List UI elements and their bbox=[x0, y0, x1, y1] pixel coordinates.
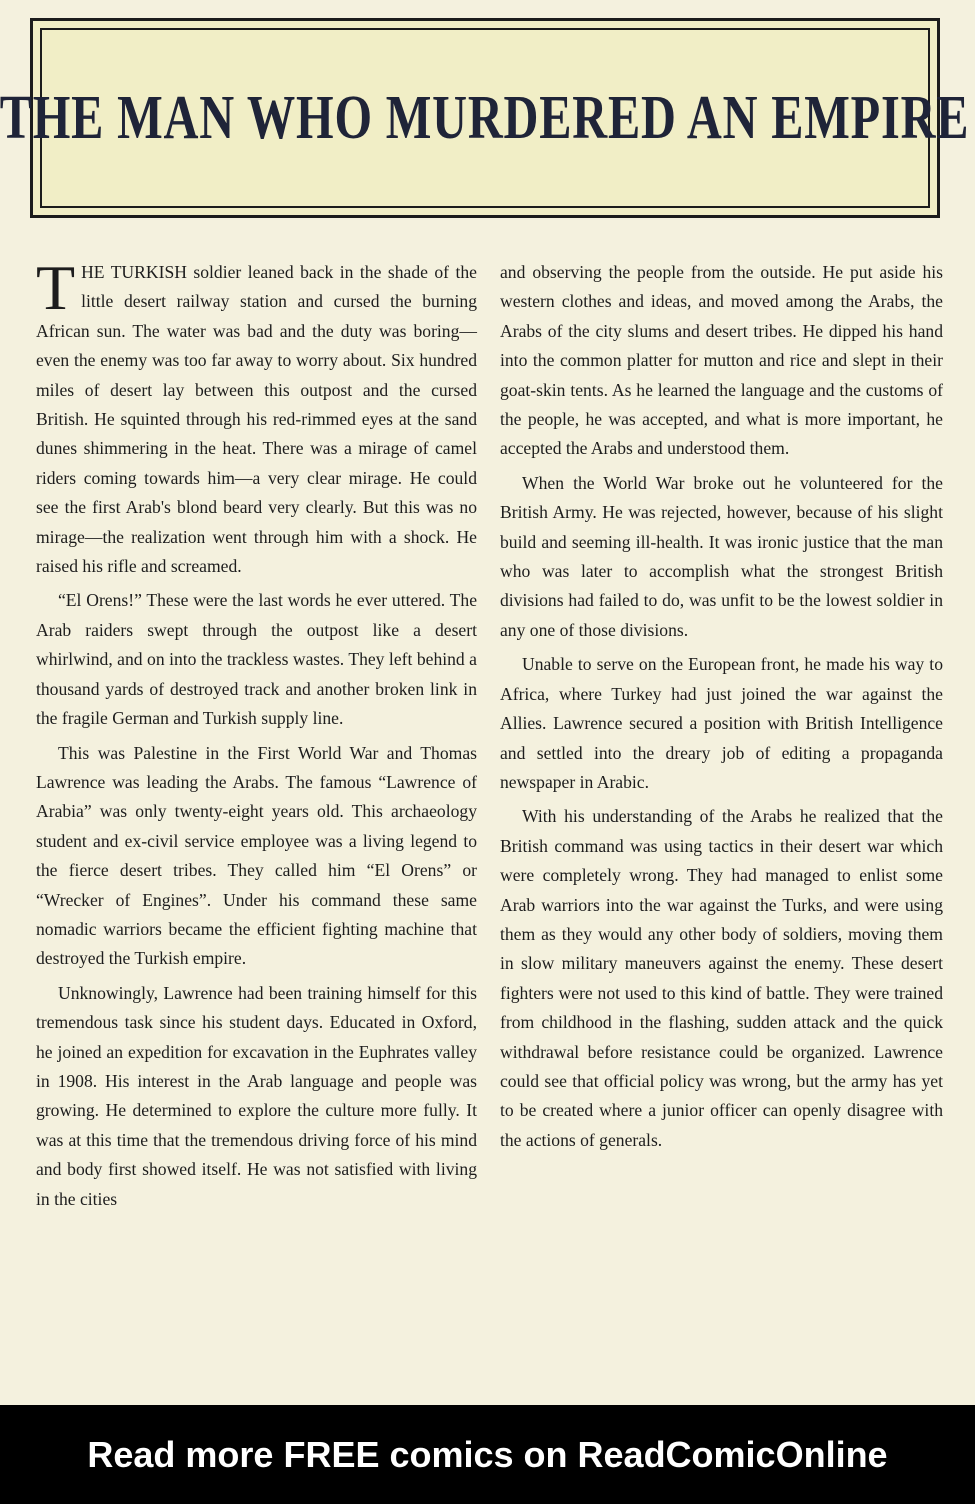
drop-cap: T bbox=[36, 252, 76, 323]
right-column bbox=[500, 258, 943, 1160]
paragraph-2: “El Orens!” These were the last words he ever uttered. The Arab raiders swept through the outpost like a desert whirlwind, and on into the trackless wastes. They left behind a thousand yards of destroyed track and another broken link in the fragile German and Turkish supply line. bbox=[36, 590, 477, 729]
paragraph-1 bbox=[36, 252, 477, 581]
title-inner-border bbox=[0, 28, 970, 208]
paragraph-5: and observing the people from the outside. He put aside his western clothes and ideas, and moved among the Arabs, the Arabs of the city slums and desert tribes. He dipped his hand into the common platter for mutton and rice and slept in their goat-skin tents. As he learned the language and the customs of the people, he was accepted, and what is more important, he accepted the Arabs and understood them. bbox=[500, 262, 943, 459]
promo-banner-text[interactable]: Read more FREE comics on ReadComicOnline bbox=[87, 1433, 888, 1475]
paragraph-6: When the World War broke out he volunteered for the British Army. He was rejected, however, because of his slight build and seeming ill-health. It was ironic justice that the man who was later to accomplish what the strongest British divisions had failed to do, was unfit to be the lowest soldier in any one of those divisions. bbox=[500, 472, 943, 640]
paragraph-7: Unable to serve on the European front, he made his way to Africa, where Turkey had just joined the war against the Allies. Lawrence secured a position with British Intelligence and settled into the dreary job of editing a propaganda newspaper in Arabic. bbox=[500, 654, 943, 792]
paragraph-3: This was Palestine in the First World War and Thomas Lawrence was leading the Arabs. The famous “Lawrence of Arabia” was only twenty-eight years old. This archaeology student and ex-civil service employee was a living legend to the fierce desert tribes. They called him “El Orens” or “Wrecker of Engines”. Under his command these same nomadic warriors became the efficient fighting machine that destroyed the Turkish empire. bbox=[36, 742, 477, 969]
title-frame bbox=[0, 18, 970, 218]
paragraph-1-text: HE TURKISH soldier leaned back in the shade of the little desert railway station and cursed the burning African sun. The water was bad and the duty was boring—even the enemy was too far away to worry about. Six hundred miles of desert lay between this outpost and the cursed British. He squinted through his red-rimmed eyes at the sand dunes shimmering in the heat. There was a mirage of camel riders coming towards him—a very clear mirage. He could see the first Arab's blond beard very clearly. But this was no mirage—the realization went through him with a shock. He raised his rifle and screamed. bbox=[36, 262, 477, 577]
article-title: THE MAN WHO MURDERED AN EMPIRE bbox=[0, 84, 970, 152]
promo-banner[interactable] bbox=[0, 1405, 975, 1504]
paragraph-4: Unknowingly, Lawrence had been training himself for this tremendous task since his student days. Educated in Oxford, he joined an expedition for excavation in the Euphrates valley in 1908. His interest in the Arab language and people was growing. He determined to explore the culture more fully. It was at this time that the tremendous driving force of his mind and body first showed itself. He was not satisfied with living in the cities bbox=[36, 982, 477, 1209]
paragraph-8: With his understanding of the Arabs he realized that the British command was using tactics in their desert war which were completely wrong. They had managed to enlist some Arab warriors into the war against the Turks, and were using them as they would any other body of soldiers, moving them in slow military maneuvers against the enemy. These desert fighters were not used to this kind of battle. They were trained from childhood in the flashing, sudden attack and the quick withdrawal before resistance could be organized. Lawrence could see that official policy was wrong, but the army has yet to be created where a junior officer can openly disagree with the actions of generals. bbox=[500, 806, 943, 1150]
left-column bbox=[36, 252, 477, 1219]
